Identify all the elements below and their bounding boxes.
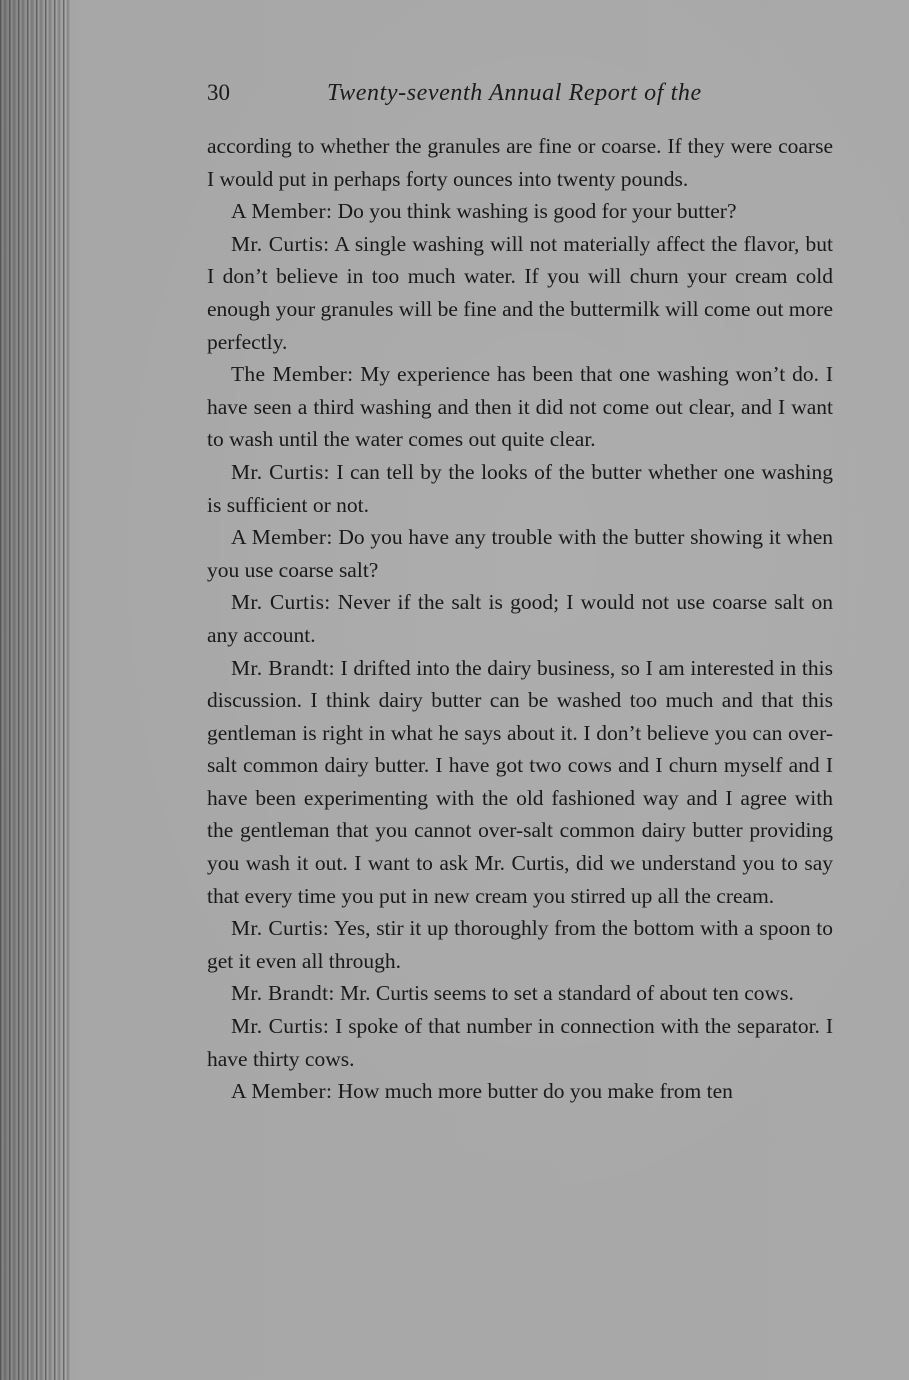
- dialogue-paragraph: [207, 586, 833, 651]
- paragraph-text: How much more butter do you make from ten: [337, 1079, 733, 1104]
- paragraph-text: I spoke of that number in connection with the separator. I have thirty cows.: [207, 1014, 833, 1071]
- speaker-label: Mr. Curtis:: [231, 459, 330, 484]
- speaker-label: A Member:: [231, 1079, 333, 1104]
- paragraph-text: Never if the salt is good; I would not use coarse salt on any account.: [207, 590, 833, 647]
- paragraph-text: My experience has been that one washing won’t do. I have seen a third washing and then it did not come out clear, and I want to wash until the water comes out quite clear.: [207, 362, 833, 452]
- paragraph-text: Yes, stir it up thoroughly from the bottom with a spoon to get it even all through.: [207, 916, 833, 973]
- dialogue-paragraph: [207, 228, 833, 358]
- dialogue-paragraph: [207, 912, 833, 977]
- running-title: Twenty-seventh Annual Report of the: [327, 80, 702, 106]
- dialogue-paragraph: [207, 358, 833, 456]
- speaker-label: Mr. Curtis:: [231, 916, 329, 941]
- paragraph-text: A single washing will not materially affect the flavor, but I don’t believe in too much water. If you will churn your cream cold enough your granules will be fine and the buttermilk will come out more perfectly.: [207, 231, 833, 354]
- running-header: [207, 80, 827, 114]
- dialogue-paragraph: [207, 977, 833, 1010]
- body-text: [207, 130, 833, 1108]
- speaker-label: Mr. Curtis:: [231, 1014, 330, 1039]
- dialogue-paragraph: [207, 1075, 833, 1108]
- paragraph-continuation: [207, 130, 833, 195]
- speaker-label: Mr. Brandt:: [231, 981, 335, 1006]
- speaker-label: Mr. Brandt:: [231, 655, 335, 680]
- speaker-label: Mr. Curtis:: [231, 590, 331, 615]
- speaker-label: The Member:: [231, 362, 354, 387]
- paragraph-text: Mr. Curtis seems to set a standard of about ten cows.: [340, 981, 794, 1006]
- dialogue-paragraph: [207, 456, 833, 521]
- dialogue-paragraph: [207, 195, 833, 228]
- speaker-label: A Member:: [231, 199, 333, 224]
- dialogue-paragraph: [207, 1010, 833, 1075]
- page-number: 30: [207, 80, 230, 105]
- gutter-shadow: [0, 0, 80, 1380]
- paragraph-text: according to whether the granules are fine or coarse. If they were coarse I would put in perhaps forty ounces into twenty pounds.: [207, 134, 833, 191]
- paragraph-text: Do you have any trouble with the butter showing it when you use coarse salt?: [207, 525, 834, 582]
- speaker-label: Mr. Curtis:: [231, 231, 330, 256]
- dialogue-paragraph: [207, 652, 833, 913]
- speaker-label: A Member:: [231, 525, 333, 550]
- paragraph-text: I drifted into the dairy business, so I am interested in this discussion. I think dairy butter can be washed too much and that this gentleman is right in what he says about it. I don’t believe you can over-salt common dairy butter. I have got two cows and I churn myself and I have been experimenting with the old fashioned way and I agree with the gentleman that you cannot over-salt common dairy butter providing you wash it out. I want to ask Mr. Curtis, did we understand you to say that every time you put in new cream you stirred up all the cream.: [207, 655, 833, 908]
- paragraph-text: Do you think washing is good for your butter?: [337, 199, 737, 224]
- dialogue-paragraph: [207, 521, 833, 586]
- paragraph-text: I can tell by the looks of the butter whether one washing is sufficient or not.: [207, 459, 833, 517]
